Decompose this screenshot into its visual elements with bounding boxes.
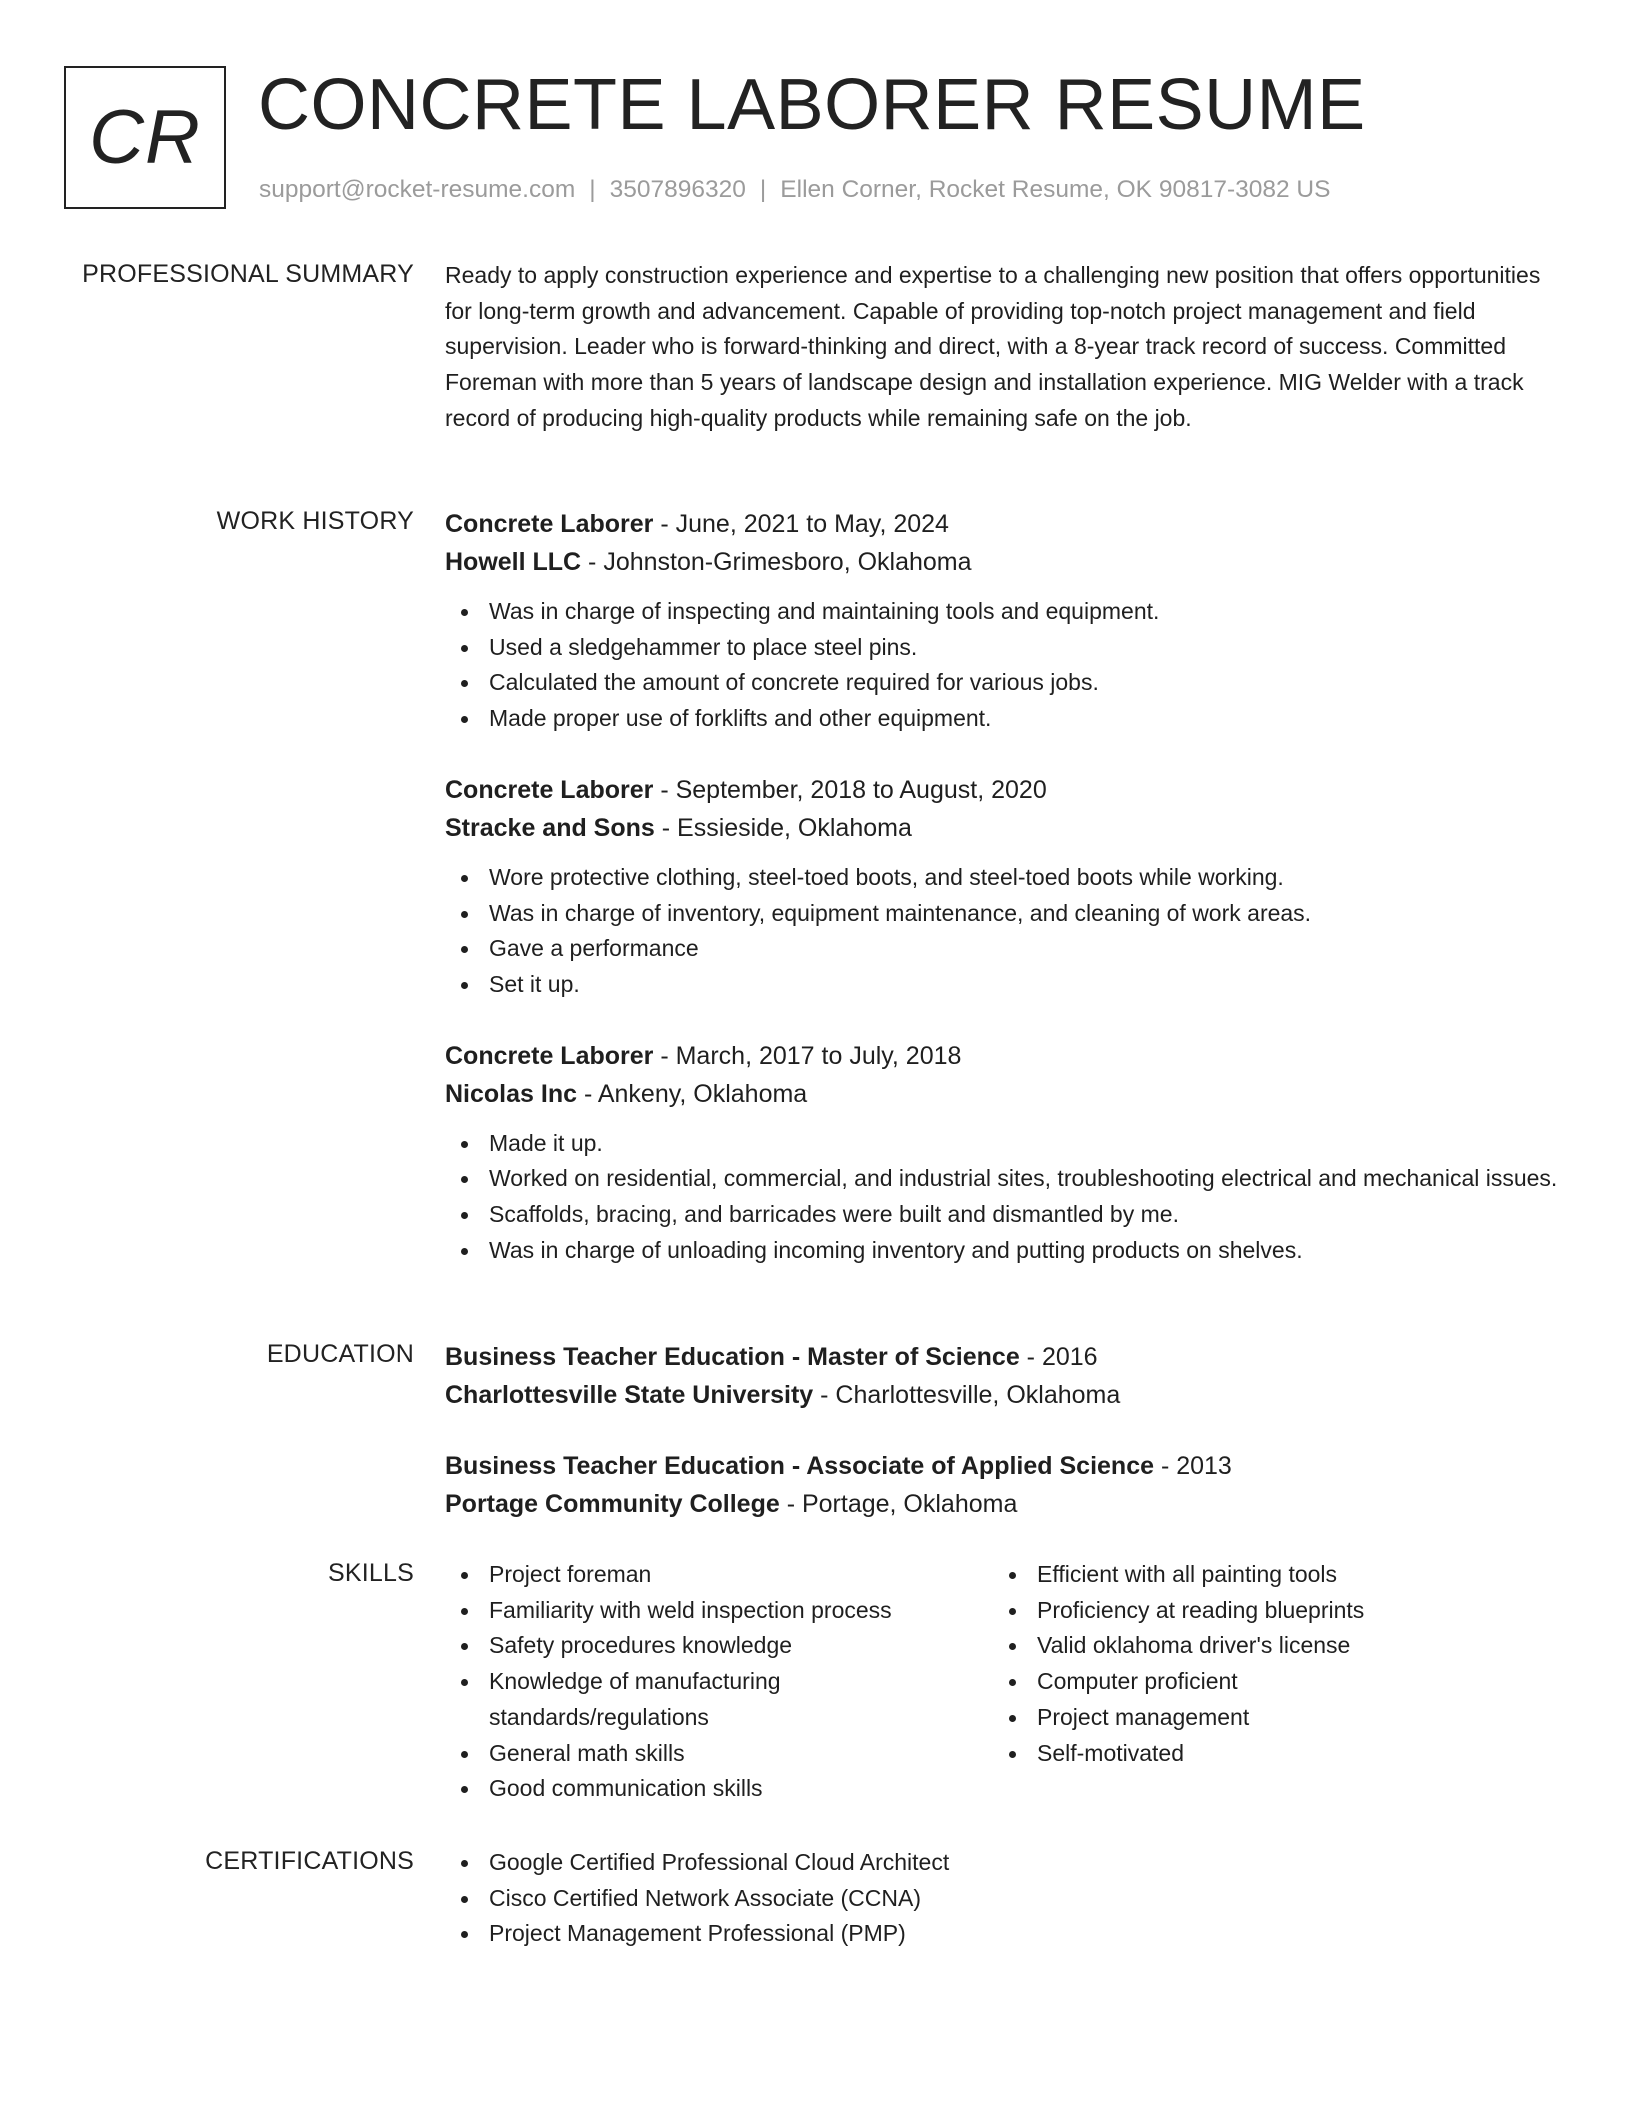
skill-item: Familiarity with weld inspection process [445,1593,993,1629]
job-location: - Essieside, Oklahoma [654,813,912,842]
certification-item: Project Management Professional (PMP) [445,1916,1565,1952]
contact-phone[interactable]: 3507896320 [609,176,746,203]
contact-separator: | [759,176,767,203]
duty-item: Scaffolds, bracing, and barricades were built and dismantled by me. [445,1197,1565,1233]
job-company: Nicolas Inc [445,1079,577,1108]
job-title: Concrete Laborer [445,775,654,804]
duty-item: Was in charge of unloading incoming inventory and putting products on shelves. [445,1233,1565,1269]
contact-separator: | [589,176,596,203]
work-history-list [445,505,1565,1302]
skill-item: Project foreman [445,1557,993,1593]
job-duties [445,594,1565,737]
section-label-summary: PROFESSIONAL SUMMARY [82,260,414,288]
section-label-skills: SKILLS [328,1559,414,1587]
job-dates: - March, 2017 to July, 2018 [653,1041,962,1070]
job-entry [445,505,1565,737]
job-dates: - June, 2021 to May, 2024 [653,510,949,538]
job-company: Howell LLC [445,548,582,576]
certifications-body [445,1845,1565,1952]
skill-item: General math skills [445,1736,993,1772]
education-degree-line [445,1447,1565,1485]
education-list [445,1338,1565,1556]
job-duties [445,860,1565,1003]
section-label-work-history: WORK HISTORY [216,507,414,535]
education-entry [445,1447,1565,1523]
duty-item: Gave a performance [445,931,1565,967]
skills-column-2 [993,1557,1553,1807]
skills-body [445,1557,1565,1807]
job-duties [445,1126,1565,1269]
job-company-line [445,1075,1565,1113]
duty-item: Was in charge of inspecting and maintaining tools and equipment. [445,594,1565,630]
job-title-line [445,771,1565,809]
duty-item: Made proper use of forklifts and other equipment. [445,701,1565,737]
job-dates: - September, 2018 to August, 2020 [653,775,1047,804]
job-title: Concrete Laborer [445,1041,654,1070]
job-company-line [445,543,1565,581]
skill-item: Self-motivated [993,1736,1553,1772]
job-title: Concrete Laborer [445,510,654,538]
job-location: - Johnston-Grimesboro, Oklahoma [581,548,972,576]
duty-item: Wore protective clothing, steel-toed boots, and steel-toed boots while working. [445,860,1565,896]
skills-column-1 [445,1557,993,1807]
resume-header [64,66,1592,216]
duty-item: Was in charge of inventory, equipment maintenance, and cleaning of work areas. [445,896,1565,932]
education-entry [445,1338,1565,1414]
summary-text: Ready to apply construction experience and expertise to a challenging new position that offers opportunities for long-term growth and advancement. Capable of providing top-notch project management and field supervision. Leader who is forward-thinking and direct, with a 8-year track record of success. Committed Foreman with more than 5 years of landscape design and installation experience. MIG Welder with a track record of producing high-quality products while remaining safe on the job. [445,262,1541,431]
job-entry [445,1037,1565,1269]
education-location: - Charlottesville, Oklahoma [813,1381,1121,1409]
skill-item: Valid oklahoma driver's license [993,1628,1553,1664]
education-degree-line [445,1338,1565,1376]
certification-item: Google Certified Professional Cloud Architect [445,1845,1565,1881]
duty-item: Calculated the amount of concrete required for various jobs. [445,665,1565,701]
education-school-line [445,1376,1565,1414]
education-degree: Business Teacher Education - Associate of Applied Science [445,1452,1154,1480]
job-title-line [445,505,1565,543]
education-school: Charlottesville State University [445,1381,814,1409]
education-year: - 2016 [1019,1343,1098,1371]
resume-title: CONCRETE LABORER RESUME [258,65,1366,145]
duty-item: Set it up. [445,967,1565,1003]
contact-line [259,176,1330,204]
contact-address: Ellen Corner, Rocket Resume, OK 90817-3082 US [780,176,1331,203]
job-location: - Ankeny, Oklahoma [577,1079,808,1108]
skill-item: Efficient with all painting tools [993,1557,1553,1593]
duty-item: Made it up. [445,1126,1565,1162]
certification-item: Cisco Certified Network Associate (CCNA) [445,1881,1565,1917]
contact-email[interactable]: support@rocket-resume.com [259,176,576,203]
education-degree: Business Teacher Education - Master of Science [445,1343,1020,1371]
duty-item: Worked on residential, commercial, and industrial sites, troubleshooting electrical and mechanical issues. [445,1161,1565,1197]
skill-item: Good communication skills [445,1771,993,1807]
job-company-line [445,809,1565,847]
education-location: - Portage, Oklahoma [779,1490,1018,1518]
skill-item: Proficiency at reading blueprints [993,1593,1553,1629]
skill-item: Computer proficient [993,1664,1553,1700]
education-school: Portage Community College [445,1490,780,1518]
education-school-line [445,1485,1565,1523]
section-label-education: EDUCATION [266,1340,414,1368]
job-company: Stracke and Sons [445,813,655,842]
skill-item: Project management [993,1700,1553,1736]
certifications-list [445,1845,1565,1952]
job-entry [445,771,1565,1003]
education-year: - 2013 [1154,1452,1232,1480]
job-title-line [445,1037,1565,1075]
duty-item: Used a sledgehammer to place steel pins. [445,630,1565,666]
section-label-certifications: CERTIFICATIONS [205,1847,414,1875]
monogram-badge: CR [64,66,226,209]
skill-item: Knowledge of manufacturing standards/regulations [445,1664,993,1735]
skill-item: Safety procedures knowledge [445,1628,993,1664]
